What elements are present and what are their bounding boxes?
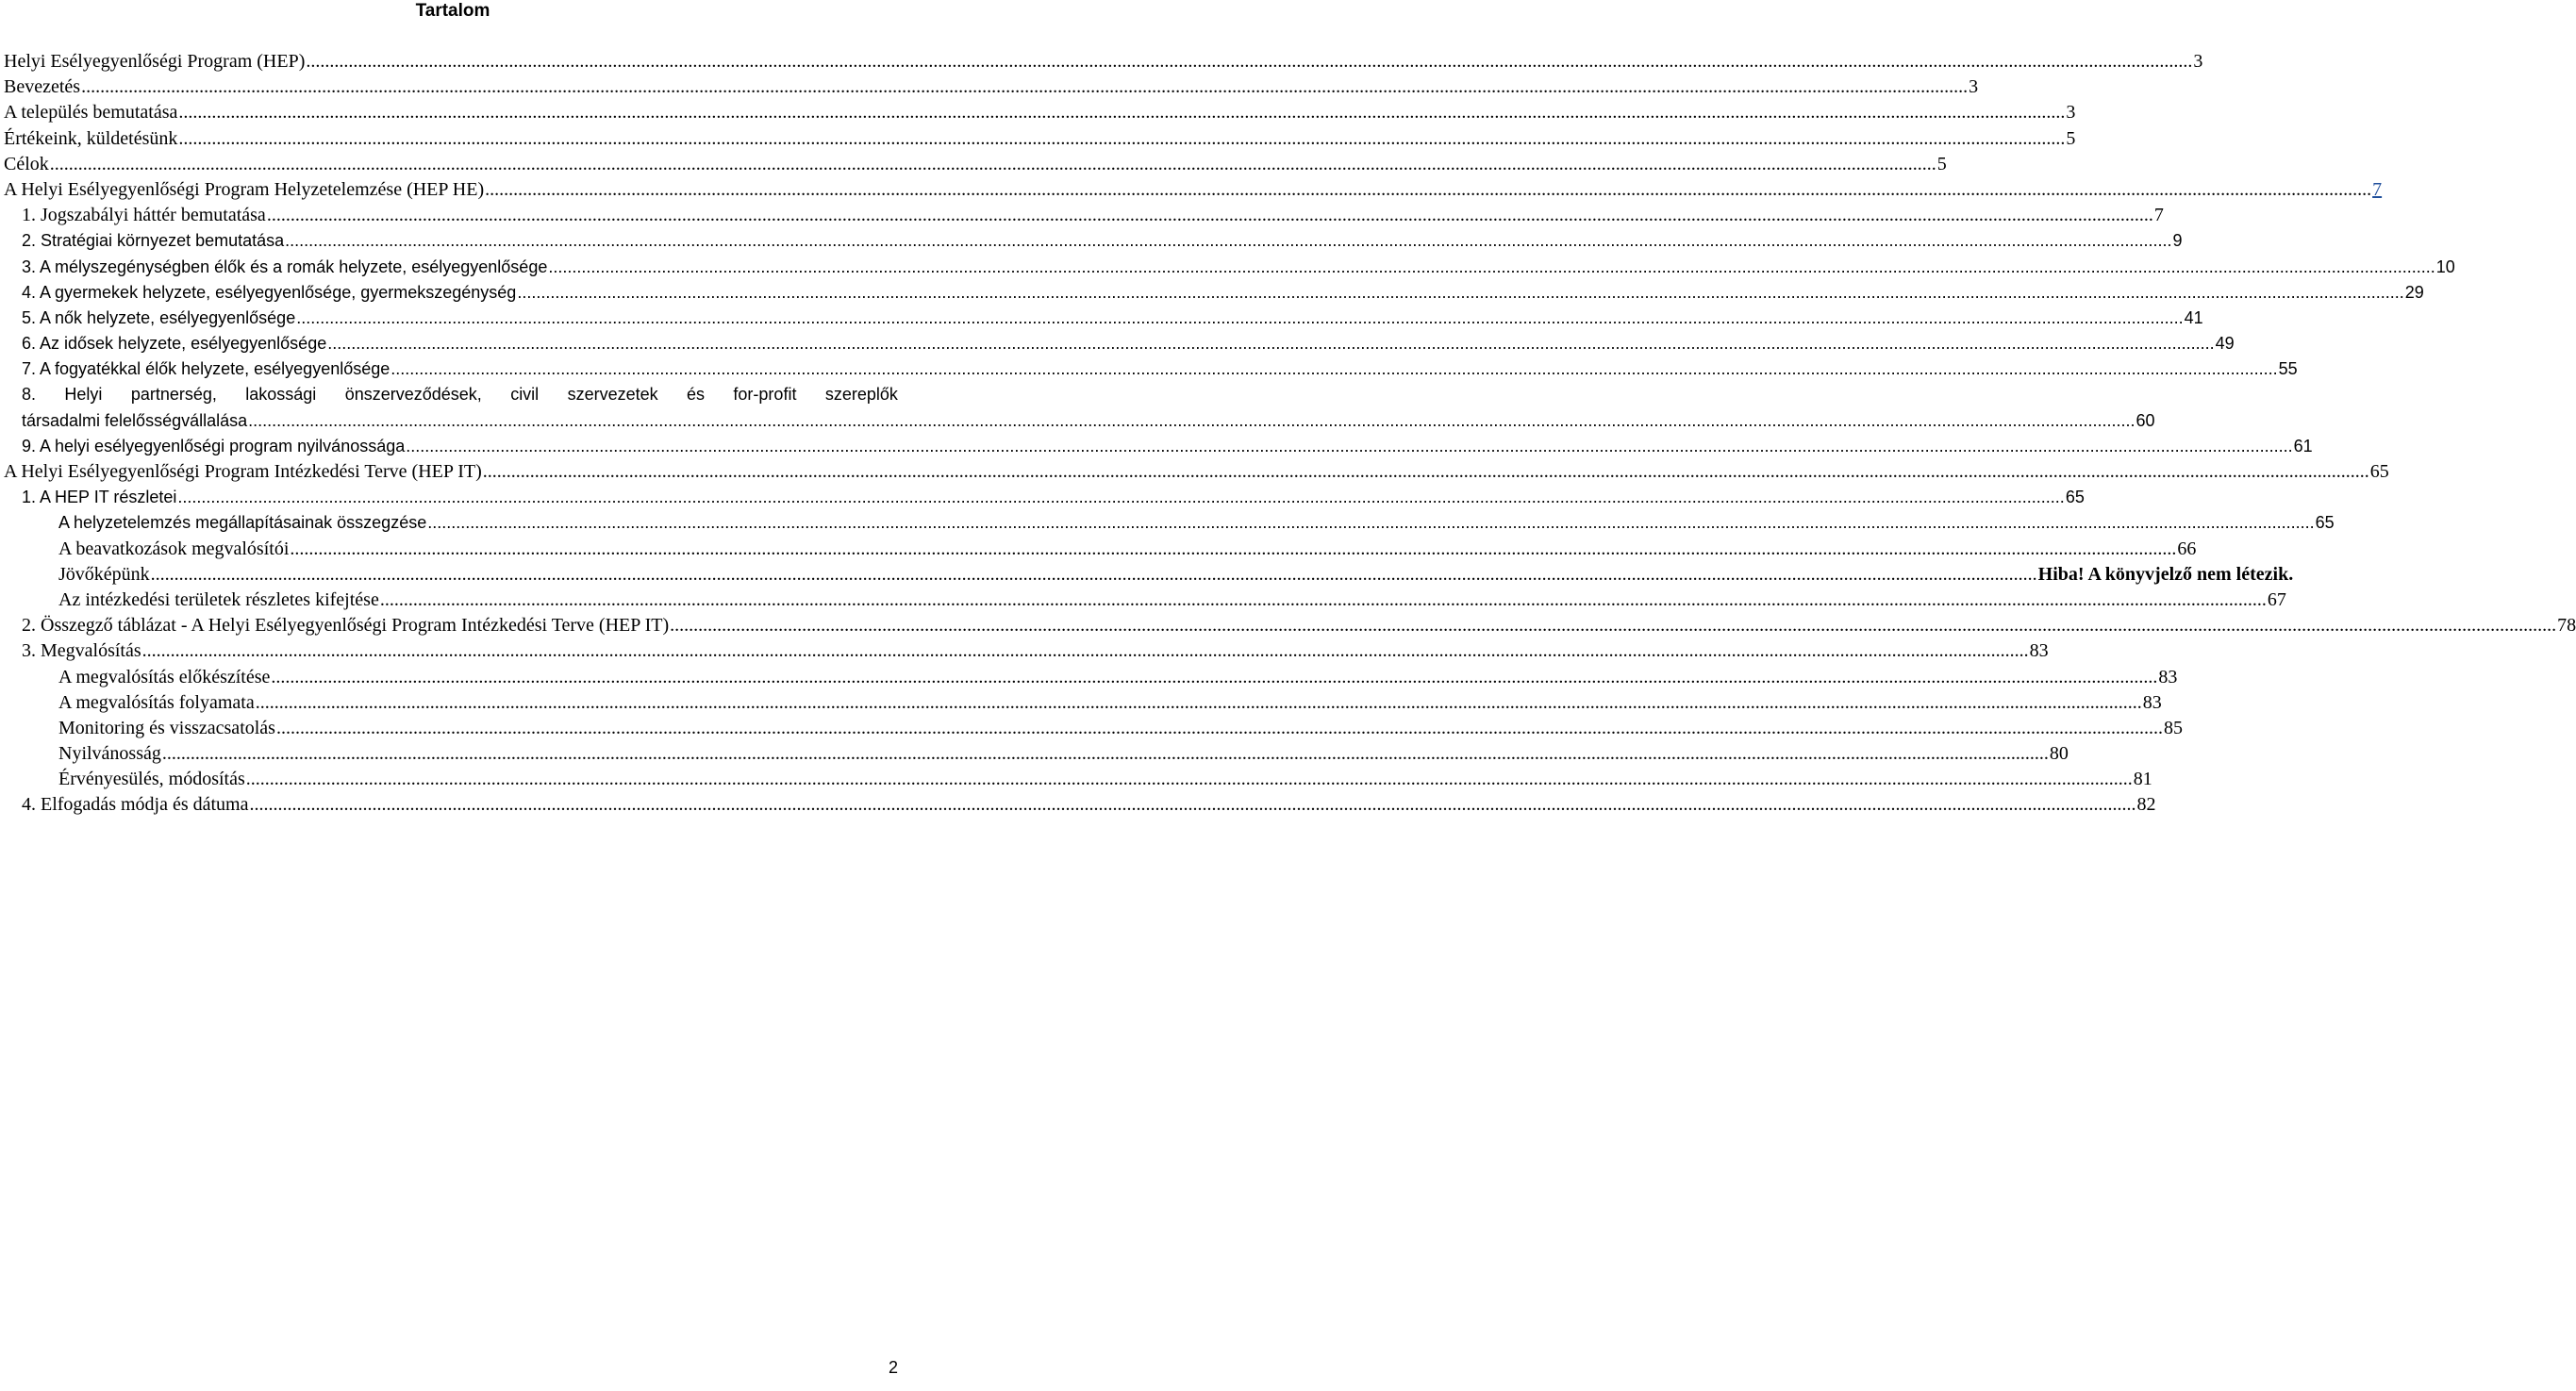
toc-entry-page: 10 [2435,257,2455,276]
toc-entry[interactable] [0,767,2152,792]
toc-entry[interactable] [0,613,2576,638]
toc-entry[interactable] [0,459,2389,485]
toc-entry-page: 3 [2066,102,2076,124]
toc-leader-dots: ................................................................................................................................................................................................................................................................................................................................................................................................................ [245,769,2133,790]
toc-entry-label: A Helyi Esélyegyenlőségi Program Helyzetelemzése (HEP HE) [4,178,485,200]
toc-entry[interactable] [0,100,2076,125]
toc-leader-dots: ................................................................................................................................................................................................................................................................................................................................................................................................................ [391,359,2278,379]
toc-leader-dots: ................................................................................................................................................................................................................................................................................................................................................................................................................ [306,51,2193,72]
toc-leader-dots: ................................................................................................................................................................................................................................................................................................................................................................................................................ [81,76,1969,98]
toc-entry-page: 29 [2404,282,2424,302]
toc-title: Tartalom [415,1,490,21]
toc-entry-label: 1. A HEP IT részletei [22,488,177,507]
toc-leader-dots: ................................................................................................................................................................................................................................................................................................................................................................................................................ [49,153,1936,174]
toc-entry-label: 3. Megvalósítás [22,640,141,662]
toc-entry[interactable] [0,690,2162,716]
toc-word: partnerség, [130,385,217,405]
toc-entry-label: Helyi Esélyegyenlőségi Program (HEP) [4,51,306,72]
toc-entry-label-line2: társadalmi felelősségvállalása [22,410,248,430]
toc-entry[interactable] [0,510,2335,536]
page-number: 2 [888,1358,898,1377]
toc-entry[interactable] [0,49,2203,75]
toc-leader-dots: ................................................................................................................................................................................................................................................................................................................................................................................................................ [548,257,2435,276]
toc-entry-page: 65 [2369,461,2389,483]
toc-leader-dots: ................................................................................................................................................................................................................................................................................................................................................................................................................ [379,588,2267,610]
toc-leader-dots: ................................................................................................................................................................................................................................................................................................................................................................................................................ [275,717,2163,738]
toc-entry-label: 3. A mélyszegénységben élők és a romák helyzete, esélyegyenlősége [22,257,548,276]
toc-entry[interactable] [0,203,2164,228]
toc-entry[interactable] [0,588,2286,613]
toc-entry-page: 80 [2049,743,2069,765]
toc-leader-dots: ................................................................................................................................................................................................................................................................................................................................................................................................................ [249,794,2136,816]
toc-entry-label: A beavatkozások megvalósítói [58,538,290,559]
toc-entry[interactable] [0,331,2235,356]
toc-word: szereplők [824,385,898,405]
toc-entry-label: A megvalósítás folyamata [58,691,255,713]
toc-entry[interactable] [0,638,2049,664]
toc-entry-page: 78 [2557,615,2576,637]
toc-entry-page: 65 [2315,513,2335,533]
toc-leader-dots: ................................................................................................................................................................................................................................................................................................................................................................................................................ [141,640,2029,662]
toc-entry-label: 1. Jogszabályi háttér bemutatása [22,205,266,226]
toc-entry-label: Monitoring és visszacsatolás [58,717,275,738]
toc-word: Helyi [64,385,103,405]
toc-word: lakossági [245,385,317,405]
toc-entry-page: 55 [2278,359,2298,379]
toc-entry-label: 4. Elfogadás módja és dátuma [22,794,249,816]
toc-entry[interactable] [0,228,2183,254]
toc-entry[interactable] [0,306,2203,331]
toc-leader-dots: ................................................................................................................................................................................................................................................................................................................................................................................................................ [271,666,2158,687]
toc-entry-page: 7 [2153,205,2164,226]
toc-entry[interactable] [0,356,2298,382]
toc-entry[interactable] [0,562,2294,588]
toc-entry-page: 49 [2215,334,2235,354]
toc-entry-label: 5. A nők helyzete, esélyegyenlősége [22,307,296,327]
toc-entry[interactable] [0,382,2155,433]
toc-entry-label: A Helyi Esélyegyenlőségi Program Intézkedési Terve (HEP IT) [4,461,482,483]
toc-entry[interactable] [0,434,2313,459]
toc-leader-dots: ................................................................................................................................................................................................................................................................................................................................................................................................................ [266,205,2153,226]
toc-leader-dots: ................................................................................................................................................................................................................................................................................................................................................................................................................ [178,102,2066,124]
toc-entry-label: 6. Az idősek helyzete, esélyegyenlősége [22,334,327,354]
toc-entry-label: 7. A fogyatékkal élők helyzete, esélyegyenlősége [22,359,391,379]
toc-leader-dots: ................................................................................................................................................................................................................................................................................................................................................................................................................ [285,231,2172,251]
toc-entry-label: Érvényesülés, módosítás [58,769,245,790]
toc-entry-page: 82 [2136,794,2156,816]
toc-entry-page: 5 [2066,127,2076,149]
toc-word: és [687,385,706,405]
toc-leader-dots: ................................................................................................................................................................................................................................................................................................................................................................................................................ [248,410,2136,430]
toc-entry-label: 2. Összegző táblázat - A Helyi Esélyegyenlőségi Program Intézkedési Terve (HEP IT) [22,615,670,637]
toc-leader-dots: ................................................................................................................................................................................................................................................................................................................................................................................................................ [296,307,2184,327]
toc-entry-label: A település bemutatása [4,102,178,124]
toc-entry-label: Az intézkedési területek részletes kifejtése [58,588,379,610]
toc-entry[interactable] [0,152,1947,177]
toc-entry[interactable] [0,126,2076,152]
toc-entry[interactable] [0,741,2069,767]
toc-entry-page: Hiba! A könyvjelző nem létezik. [2037,563,2294,585]
toc-word: 8. [22,385,37,405]
toc-entry-page: 61 [2293,436,2313,455]
toc-entry-label: 9. A helyi esélyegyenlőségi program nyilvánossága [22,436,406,455]
toc-word: for-profit [733,385,797,405]
toc-entry-page: 41 [2184,307,2203,327]
toc-entry-label: Célok [4,153,49,174]
toc-entry[interactable] [0,485,2085,510]
toc-entry-label: Bevezetés [4,76,81,98]
toc-entry-label: 2. Stratégiai környezet bemutatása [22,231,285,251]
toc-leader-dots: ................................................................................................................................................................................................................................................................................................................................................................................................................ [406,436,2293,455]
toc-entry-page: 85 [2163,717,2183,738]
toc-entry-page: 65 [2065,488,2085,507]
toc-leader-dots: ................................................................................................................................................................................................................................................................................................................................................................................................................ [670,615,2557,637]
toc-entry-page: 60 [2136,410,2155,430]
toc-entry[interactable] [0,255,2455,280]
toc-leader-dots: ................................................................................................................................................................................................................................................................................................................................................................................................................ [482,461,2369,483]
toc-entry-label: Jövőképünk [58,563,150,585]
toc-entry[interactable] [0,537,2197,562]
toc-leader-dots: ................................................................................................................................................................................................................................................................................................................................................................................................................ [290,538,2177,559]
toc-entry-page: 3 [1969,76,1979,98]
toc-leader-dots: ................................................................................................................................................................................................................................................................................................................................................................................................................ [161,743,2049,765]
toc-entry-page: 9 [2172,231,2183,251]
toc-entry-page: 67 [2267,588,2286,610]
toc-entry-page: 83 [2029,640,2049,662]
toc-word: civil [510,385,540,405]
toc-leader-dots: ................................................................................................................................................................................................................................................................................................................................................................................................................ [327,334,2215,354]
toc-leader-dots: ................................................................................................................................................................................................................................................................................................................................................................................................................ [485,178,2372,200]
toc-leader-dots: ................................................................................................................................................................................................................................................................................................................................................................................................................ [427,513,2315,533]
toc-entry-label: A megvalósítás előkészítése [58,666,271,687]
toc-leader-dots: ................................................................................................................................................................................................................................................................................................................................................................................................................ [178,127,2066,149]
toc-entry-page: 83 [2142,691,2162,713]
toc-leader-dots: ................................................................................................................................................................................................................................................................................................................................................................................................................ [517,282,2404,302]
toc-entry-page: 83 [2158,666,2178,687]
toc-entry-line1 [22,382,898,407]
table-of-contents [0,49,2576,819]
toc-entry-label: A helyzetelemzés megállapításainak összegzése [58,513,427,533]
toc-word: szervezetek [567,385,658,405]
toc-word: önszerveződések, [344,385,482,405]
toc-entry-page: 66 [2177,538,2197,559]
toc-entry-page: 5 [1936,153,1947,174]
toc-entry-page: 3 [2193,51,2203,72]
toc-entry[interactable] [0,665,2178,690]
toc-entry-page: 7 [2372,178,2383,200]
toc-entry-label: Nyilvánosság [58,743,161,765]
toc-leader-dots: ................................................................................................................................................................................................................................................................................................................................................................................................................ [255,691,2142,713]
toc-leader-dots: ................................................................................................................................................................................................................................................................................................................................................................................................................ [177,488,2065,507]
toc-entry-label: Értékeink, küldetésünk [4,127,178,149]
toc-entry[interactable] [0,75,1979,100]
toc-entry[interactable] [0,716,2183,741]
toc-entry[interactable] [0,280,2424,306]
toc-entry[interactable] [0,792,2156,818]
toc-entry[interactable] [0,177,2383,203]
toc-entry-page: 81 [2133,769,2152,790]
toc-leader-dots: ................................................................................................................................................................................................................................................................................................................................................................................................................ [150,563,2037,585]
toc-entry-label: 4. A gyermekek helyzete, esélyegyenlősége, gyermekszegénység [22,282,517,302]
